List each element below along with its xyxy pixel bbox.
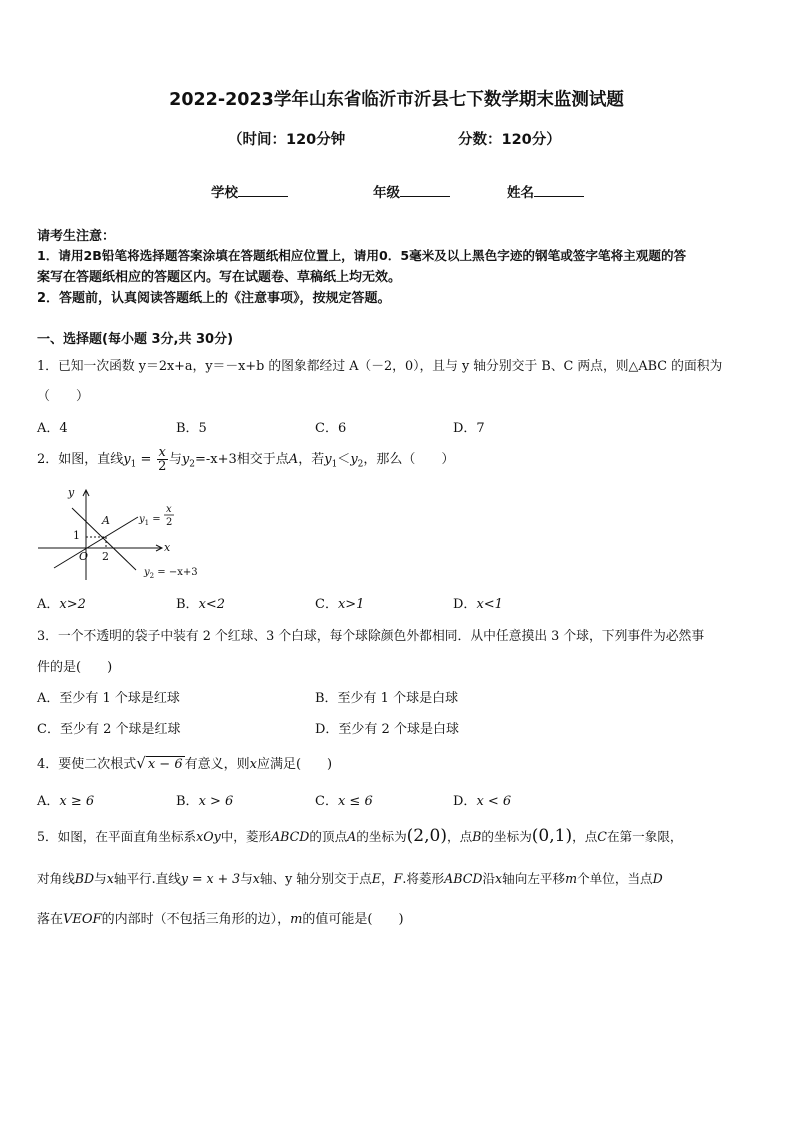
section-heading: 一、选择题(每小题 3分,共 30分) (37, 332, 234, 347)
q2-tick-2: 2 (102, 550, 109, 563)
q4-var: x (249, 757, 257, 772)
q4-sqrt-sign: √ (136, 754, 146, 772)
q2-graph (34, 484, 214, 584)
q2-eq1: = (136, 452, 156, 467)
school-blank[interactable] (238, 182, 288, 197)
notice-line-1b: 案写在答题纸相应的答题区内。写在试题卷、草稿纸上均无效。 (37, 270, 402, 285)
q5-a: A (347, 829, 357, 844)
q2-option-b-math: x<2 (198, 597, 226, 612)
q2-option-c[interactable] (315, 593, 364, 612)
q2-option-b[interactable] (176, 593, 225, 612)
notice-line-1a: 1．请用2B铅笔将选择题答案涂填在答题纸相应位置上，请用0．5毫米及以上黑色字迹的钢笔或签字笔将主观题的答 (37, 248, 687, 263)
q2-option-c-math: x>1 (337, 597, 365, 612)
q5-l2g: 沿 (482, 871, 496, 886)
q2-line1-label-y: y (139, 514, 145, 525)
q5-l2a: 对角线 (37, 871, 75, 886)
q5-l2d: 与 (240, 871, 253, 886)
q4-option-c-letter: C． (315, 794, 338, 809)
q2-line2-label-eq: = −x+3 (154, 567, 198, 578)
q2-eq2: =-x+3 (195, 452, 237, 467)
q4-suffix: 应满足( ) (256, 757, 333, 772)
q2-line2-label (143, 567, 198, 580)
q2-line1-label-sub: 1 (144, 519, 150, 527)
q5-veof: VEOF (63, 912, 102, 927)
q3-option-d[interactable]: D．至少有 2 个球是白球 (315, 722, 459, 737)
q1-option-d[interactable]: D．7 (453, 421, 485, 436)
q5-b: B (472, 829, 482, 844)
q2-line1-den: 2 (166, 517, 173, 528)
q5-l1c: 的顶点 (309, 829, 348, 844)
notice-heading: 请考生注意： (37, 229, 116, 244)
q2-option-b-letter: B． (176, 597, 199, 612)
q5-e: E (371, 871, 381, 886)
q1-option-c[interactable]: C．6 (315, 421, 347, 436)
q2-suffix: ，那么（ ） (363, 452, 455, 467)
q5-f: F (393, 871, 403, 886)
q5-d: D (652, 871, 663, 886)
q2-option-c-letter: C． (315, 597, 338, 612)
q2-line1-num: x (166, 504, 172, 515)
q5-bd: BD (74, 871, 95, 886)
grade-blank[interactable] (400, 182, 450, 197)
q4-radicand: x − 6 (147, 757, 183, 772)
q2-option-a-letter: A． (37, 597, 60, 612)
q2-cmp-sub2: 2 (357, 459, 364, 470)
q2-point-a-label: A (102, 514, 110, 527)
q2-y2-sub: 2 (189, 459, 195, 470)
q2-point-a: A (288, 452, 299, 467)
q5-m2: m (290, 912, 303, 927)
notice-line-2: 2．答题前，认真阅读答题纸上的《注意事项》，按规定答题。 (37, 291, 391, 306)
grade-label: 年级 (373, 185, 400, 201)
q5-stem-line1 (37, 826, 683, 846)
q3-stem-line1: 3．一个不透明的袋子中装有 2 个红球、3 个白球，每个球除颜色外都相同．从中任意摸出 3 个球，下列事件为必然事 (37, 629, 705, 644)
name-label: 姓名 (507, 185, 534, 201)
q5-comma: ， (380, 871, 394, 886)
q2-lt: ＜ (337, 452, 351, 467)
q2-prefix: 2．如图，直线 (37, 452, 124, 467)
q2-frac-num: x (158, 445, 166, 460)
exam-score: 分数：120分） (458, 132, 561, 148)
q2-x-axis-label: x (164, 541, 171, 554)
q2-cmp-y2: y (350, 452, 358, 467)
q2-line1-label-eq: = (149, 514, 161, 525)
q2-option-d-math: x<1 (476, 597, 503, 612)
q2-tick-1: 1 (73, 529, 80, 542)
q5-l2c: 轴平行.直线 (113, 871, 181, 886)
q5-abcd: ABCD (271, 829, 310, 844)
q4-option-b-letter: B． (176, 794, 199, 809)
q4-stem (37, 753, 332, 772)
q2-option-d-letter: D． (453, 597, 477, 612)
q1-option-b[interactable]: B．5 (176, 421, 207, 436)
q2-y1-sub: 1 (130, 459, 137, 470)
q2-mid: 与 (168, 452, 182, 467)
name-field[interactable] (507, 181, 584, 201)
q5-l2f: .将菱形 (402, 871, 445, 886)
q1-stem-line1: 1．已知一次函数 y＝2x+a，y＝－x+b 的图象都经过 A（－2，0），且与 y 轴分别交于 B、C 两点，则△ABC 的面积为 (37, 359, 723, 374)
q4-option-d-letter: D． (453, 794, 477, 809)
q2-option-a[interactable] (37, 593, 86, 612)
q5-x2: x (252, 871, 260, 886)
q2-option-d[interactable] (453, 593, 503, 612)
q5-l2i: 个单位，当点 (577, 871, 653, 886)
q2-line2-label-y: y (144, 567, 150, 578)
q4-option-b[interactable] (176, 790, 233, 809)
q5-line-eq: y = x + 3 (180, 871, 241, 886)
q2-cmp-sub1: 1 (331, 459, 338, 470)
q4-option-a-math: x ≥ 6 (59, 794, 95, 809)
q5-abcd2: ABCD (444, 871, 483, 886)
q4-mid: 有意义，则 (184, 757, 250, 772)
q2-y1: y (123, 452, 131, 467)
q5-l1b: 中，菱形 (220, 829, 272, 844)
q2-y-axis-label: y (68, 486, 75, 499)
q1-option-a[interactable]: A．4 (37, 421, 68, 436)
q5-l1h: 在第一象限， (606, 829, 683, 844)
q4-option-d-math: x < 6 (476, 794, 512, 809)
q5-x1: x (106, 871, 114, 886)
q4-option-a[interactable] (37, 790, 94, 809)
q3-stem-line2: 件的是( ) (37, 660, 113, 675)
q5-l1f: 的坐标为 (481, 829, 532, 844)
q5-l3c: 的值可能是( ) (302, 912, 404, 927)
q5-l1a: 5．如图，在平面直角坐标系 (37, 829, 197, 844)
q2-line2-label-sub: 2 (149, 572, 155, 580)
q5-m1: m (565, 871, 578, 886)
q5-l1g: ，点 (572, 829, 598, 844)
q5-l1e: ，点 (446, 829, 473, 844)
q2-cmp-y1: y (324, 452, 332, 467)
q2-line1-label (138, 514, 161, 527)
q2-mid3: ，若 (298, 452, 325, 467)
q3-option-a[interactable]: A．至少有 1 个球是红球 (37, 691, 180, 706)
q1-stem-line2: （ ） (37, 389, 90, 404)
q2-frac-den: 2 (158, 459, 167, 474)
q4-prefix: 4．要使二次根式 (37, 757, 137, 772)
q2-origin-label: O (79, 550, 89, 563)
q5-l2h: 轴向左平移 (502, 871, 566, 886)
q5-c: C (597, 829, 607, 844)
q4-option-c[interactable] (315, 790, 373, 809)
q2-y2: y (181, 452, 190, 467)
q5-l1d: 的坐标为 (356, 829, 407, 844)
q5-stem-line3 (37, 908, 404, 927)
q5-l2e: 轴、y 轴分别交于点 (259, 871, 372, 886)
q5-xoy: xOy (196, 829, 221, 844)
q5-x3: x (495, 871, 503, 886)
q5-coord-b: (0,1) (531, 826, 573, 846)
q3-option-c[interactable]: C．至少有 2 个球是红球 (37, 722, 181, 737)
q2-fraction (157, 446, 168, 473)
exam-time: （时间：120分钟 (228, 132, 346, 148)
q2-stem (37, 446, 454, 473)
school-field[interactable] (211, 181, 288, 201)
q4-option-c-math: x ≤ 6 (337, 794, 373, 809)
q5-coord-a: (2,0) (406, 826, 447, 846)
q4-option-b-math: x > 6 (198, 794, 234, 809)
q5-l3a: 落在 (37, 912, 64, 927)
q2-option-a-math: x>2 (59, 597, 86, 612)
name-blank[interactable] (534, 182, 584, 197)
q5-l2b: 与 (94, 871, 107, 886)
q5-l3b: 的内部时（不包括三角形的边）， (101, 912, 291, 927)
q4-option-d[interactable] (453, 790, 511, 809)
q2-mid2: 相交于点 (236, 452, 289, 467)
q3-option-b[interactable]: B．至少有 1 个球是白球 (315, 691, 459, 706)
grade-field[interactable] (373, 181, 450, 201)
page-title: 2022-2023学年山东省临沂市沂县七下数学期末监测试题 (169, 90, 624, 110)
q5-stem-line2 (37, 868, 663, 887)
school-label: 学校 (211, 185, 238, 201)
q4-option-a-letter: A． (37, 794, 60, 809)
